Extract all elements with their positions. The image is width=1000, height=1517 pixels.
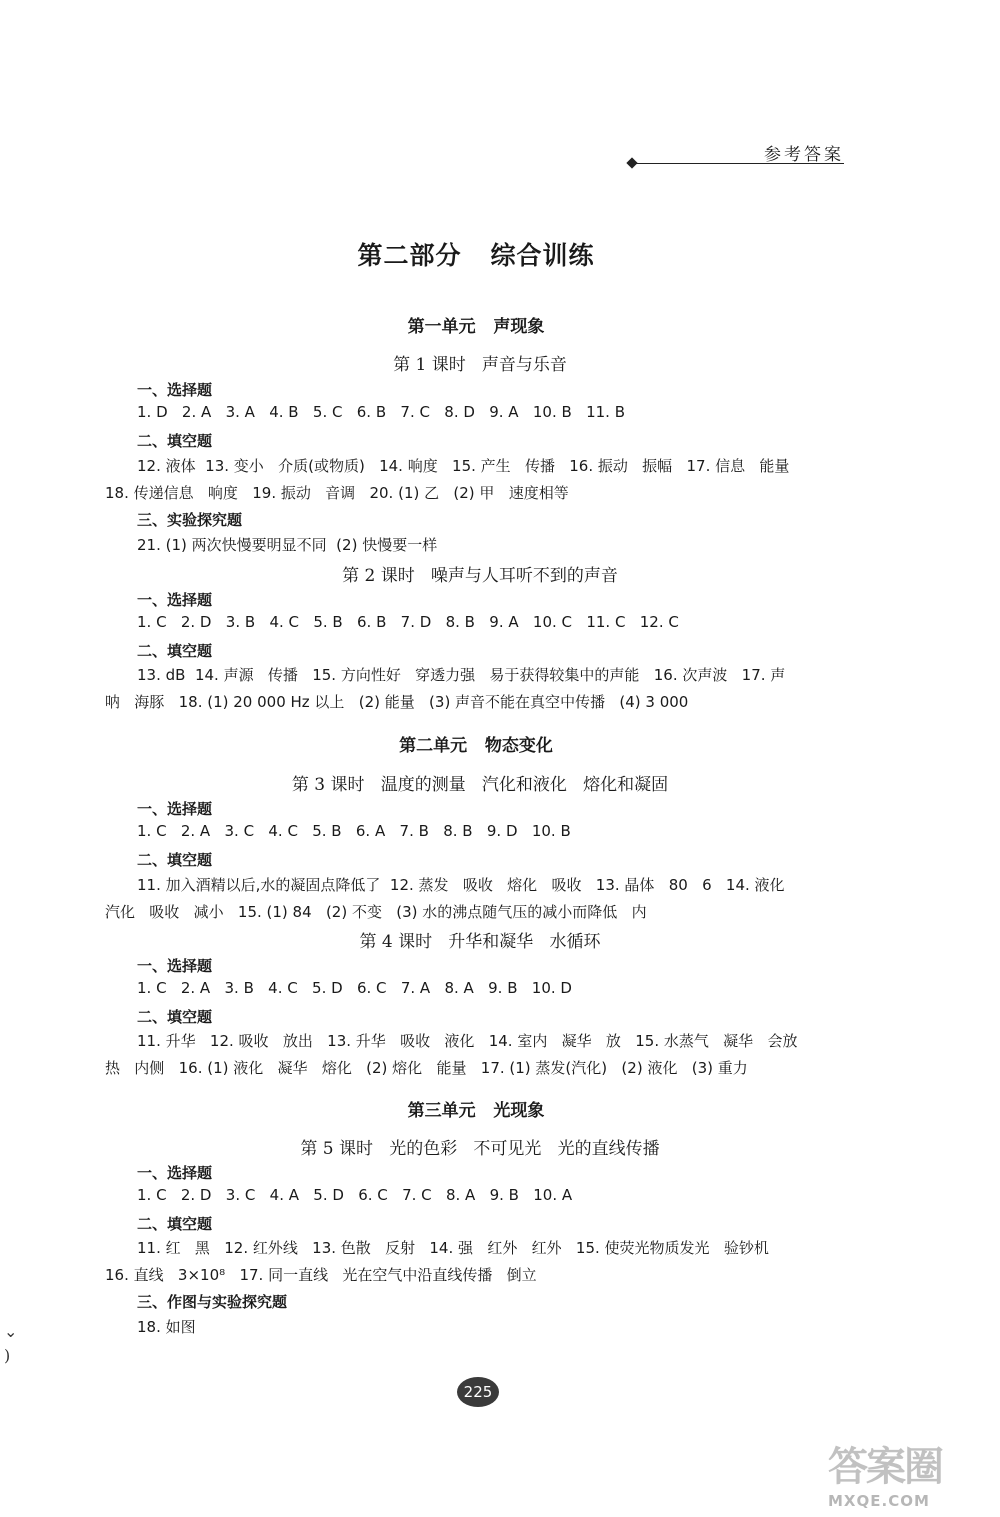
section-heading: 二、填空题 (137, 1008, 213, 1026)
margin-mark: ) (4, 1346, 11, 1365)
section-heading: 一、选择题 (137, 800, 213, 818)
answer-line: 12. 液体 13. 变小 介质(或物质) 14. 响度 15. 产生 传播 16. 振动 振幅 17. 信息 能量 (137, 457, 790, 475)
answer-line: 汽化 吸收 减小 15. (1) 84 (2) 不变 (3) 水的沸点随气压的减小而降低 内 (105, 903, 647, 921)
answer-line: 11. 红 黑 12. 红外线 13. 色散 反射 14. 强 红外 红外 15. 使荧光物质发光 验钞机 (137, 1239, 769, 1257)
section-heading: 二、填空题 (137, 1215, 213, 1233)
unit-title: 第二单元 物态变化 (399, 736, 553, 756)
section-heading: 一、选择题 (137, 1164, 213, 1182)
answer-line: 1. C 2. A 3. C 4. C 5. B 6. A 7. B 8. B 9. D 10. B (137, 822, 571, 840)
answer-line: 1. C 2. A 3. B 4. C 5. D 6. C 7. A 8. A 9. B 10. D (137, 979, 572, 997)
section-heading: 三、作图与实验探究题 (137, 1293, 288, 1311)
watermark (828, 1435, 988, 1510)
watermark-logo: 答案圈 (828, 1444, 942, 1490)
answer-line: 18. 传递信息 响度 19. 振动 音调 20. (1) 乙 (2) 甲 速度相等 (105, 484, 569, 502)
section-heading: 三、实验探究题 (137, 511, 243, 529)
answer-line: 11. 加入酒精以后,水的凝固点降低了 12. 蒸发 吸收 熔化 吸收 13. 晶体 80 6 14. 液化 (137, 876, 785, 894)
section-heading: 一、选择题 (137, 381, 213, 399)
section-heading: 二、填空题 (137, 642, 213, 660)
lesson-title: 第 2 课时 噪声与人耳听不到的声音 (342, 566, 618, 586)
answer-line: 热 内侧 16. (1) 液化 凝华 熔化 (2) 熔化 能量 17. (1) 蒸发(汽化) (2) 液化 (3) 重力 (105, 1059, 748, 1077)
unit-title: 第三单元 光现象 (407, 1101, 545, 1121)
section-heading: 二、填空题 (137, 432, 213, 450)
lesson-title: 第 1 课时 声音与乐音 (393, 355, 567, 375)
answer-line: 11. 升华 12. 吸收 放出 13. 升华 吸收 液化 14. 室内 凝华 放 15. 水蒸气 凝华 会放 (137, 1032, 798, 1050)
running-header (628, 140, 844, 170)
answer-line: 16. 直线 3×10⁸ 17. 同一直线 光在空气中沿直线传播 倒立 (105, 1266, 537, 1284)
lesson-title: 第 4 课时 升华和凝华 水循环 (359, 932, 601, 952)
unit-title: 第一单元 声现象 (407, 317, 545, 337)
answer-line: 呐 海豚 18. (1) 20 000 Hz 以上 (2) 能量 (3) 声音不能在真空中传播 (4) 3 000 (105, 693, 689, 711)
page-number: 225 (457, 1377, 499, 1407)
margin-mark: ⌄ (4, 1322, 18, 1341)
section-heading: 一、选择题 (137, 957, 213, 975)
answer-line: 1. D 2. A 3. A 4. B 5. C 6. B 7. C 8. D 9. A 10. B 11. B (137, 403, 625, 421)
answer-line: 18. 如图 (137, 1318, 196, 1336)
part-title: 第二部分 综合训练 (357, 241, 595, 270)
watermark-url: MXQE.COM (828, 1492, 930, 1510)
answer-line: 13. dB 14. 声源 传播 15. 方向性好 穿透力强 易于获得较集中的声能 16. 次声波 17. 声 (137, 666, 786, 684)
lesson-title: 第 3 课时 温度的测量 汽化和液化 熔化和凝固 (291, 775, 669, 795)
section-heading: 二、填空题 (137, 851, 213, 869)
answer-line: 1. C 2. D 3. B 4. C 5. B 6. B 7. D 8. B 9. A 10. C 11. C 12. C (137, 613, 679, 631)
section-heading: 一、选择题 (137, 591, 213, 609)
answer-line: 1. C 2. D 3. C 4. A 5. D 6. C 7. C 8. A 9. B 10. A (137, 1186, 573, 1204)
header-label: 参考答案 (764, 145, 844, 165)
lesson-title: 第 5 课时 光的色彩 不可见光 光的直线传播 (300, 1139, 660, 1159)
answer-line: 21. (1) 两次快慢要明显不同 (2) 快慢要一样 (137, 536, 438, 554)
